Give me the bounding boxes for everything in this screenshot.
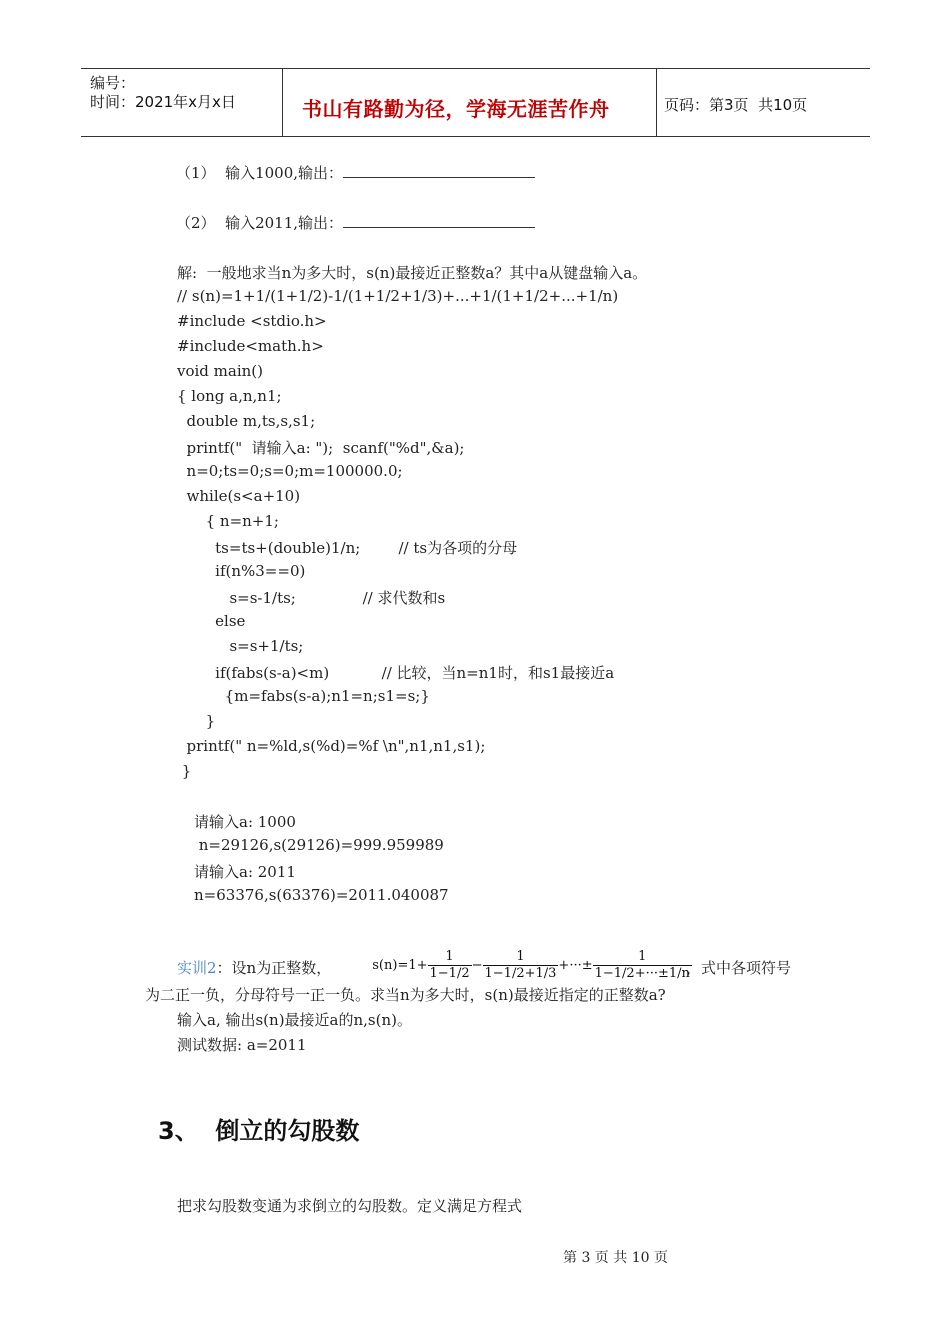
code-line: else: [177, 612, 246, 630]
question-1: [176, 162, 535, 183]
document-number-label: 编号：: [90, 74, 136, 92]
code-line: #include <stdio.h>: [177, 312, 327, 330]
code-line: s=s-1/ts; // 求代数和s: [177, 589, 446, 607]
header-motto: 书山有路勤为径，学海无涯苦作舟: [302, 97, 610, 121]
question-1-label: （1） 输入1000,输出：: [176, 164, 344, 182]
output-line: 请输入a: 2011: [194, 863, 296, 881]
exercise-title-line: [177, 957, 331, 978]
exercise-line-4: 测试数据: a=2011: [177, 1036, 307, 1054]
exercise-line-3: 输入a, 输出s(n)最接近a的n,s(n)。: [177, 1011, 412, 1029]
formula-fraction-3: $\frac{1}{1-1/2+\cdot\cdot\cdot\pm 1/n}$: [594, 949, 690, 981]
code-line: {m=fabs(s-a);n1=n;s1=s;}: [177, 687, 430, 705]
document-time-label: 时间：2021年x月x日: [90, 93, 236, 111]
formula-lhs: s(n)=1+: [372, 958, 428, 973]
formula-fraction-1: $\frac{1}{1-1/2}$: [429, 949, 470, 981]
code-line: printf(" 请输入a: "); scanf("%d",&a);: [177, 439, 465, 457]
code-line: if(fabs(s-a)<m) // 比较，当n=n1时，和s1最接近a: [177, 664, 615, 682]
code-line: ts=ts+(double)1/n; // ts为各项的分母: [177, 539, 518, 557]
formula-operator-1: −: [471, 958, 483, 973]
code-line: s=s+1/ts;: [177, 637, 304, 655]
code-line: double m,ts,s,s1;: [177, 412, 316, 430]
code-line: }: [177, 762, 192, 780]
exercise-line-2: 为二正一负，分母符号一正一负。求当n为多大时，s(n)最接近指定的正整数a?: [145, 986, 666, 1004]
code-line: { long a,n,n1;: [177, 387, 282, 405]
formula-fraction-2: $\frac{1}{1-1/2+1/3}$: [484, 949, 557, 981]
code-line: #include<math.h>: [177, 337, 324, 355]
code-line: void main(): [177, 362, 264, 380]
header-divider: [282, 69, 283, 136]
code-line: }: [177, 712, 216, 730]
question-2: [176, 212, 535, 233]
output-line: n=29126,s(29126)=999.959989: [194, 836, 444, 854]
exercise-text-after: ，式中各项符号: [686, 959, 792, 977]
code-line: if(n%3==0): [177, 562, 306, 580]
solution-intro: 解: 一般地求当n为多大时，s(n)最接近正整数a？其中a从键盘输入a。: [177, 264, 648, 282]
code-line: while(s<a+10): [177, 487, 301, 505]
code-line: printf(" n=%ld,s(%d)=%f \n",n1,n1,s1);: [177, 737, 486, 755]
formula-operator-2: +···±: [558, 958, 593, 973]
answer-blank-2: [343, 213, 535, 228]
question-2-label: （2） 输入2011,输出：: [176, 214, 344, 232]
answer-blank-1: [343, 163, 535, 178]
page-info: 页码：第3页 共10页: [664, 96, 808, 114]
exercise-title-link[interactable]: 实训2: [177, 959, 217, 977]
code-line: n=0;ts=0;s=0;m=100000.0;: [177, 462, 403, 480]
code-line: // s(n)=1+1/(1+1/2)-1/(1+1/2+1/3)+...+1/(1+1/2+...+1/n): [177, 287, 619, 305]
page-header: [81, 68, 870, 137]
code-line: { n=n+1;: [177, 512, 279, 530]
section-body: 把求勾股数变通为求倒立的勾股数。定义满足方程式: [177, 1197, 523, 1215]
series-formula: [364, 934, 692, 982]
page-footer: 第 3 页 共 10 页: [563, 1250, 668, 1266]
output-line: 请输入a: 1000: [194, 813, 296, 831]
header-divider: [656, 69, 657, 136]
section-heading: 3、 倒立的勾股数: [158, 1117, 360, 1145]
output-line: n=63376,s(63376)=2011.040087: [194, 886, 449, 904]
exercise-text-before: ：设n为正整数，: [216, 959, 332, 977]
